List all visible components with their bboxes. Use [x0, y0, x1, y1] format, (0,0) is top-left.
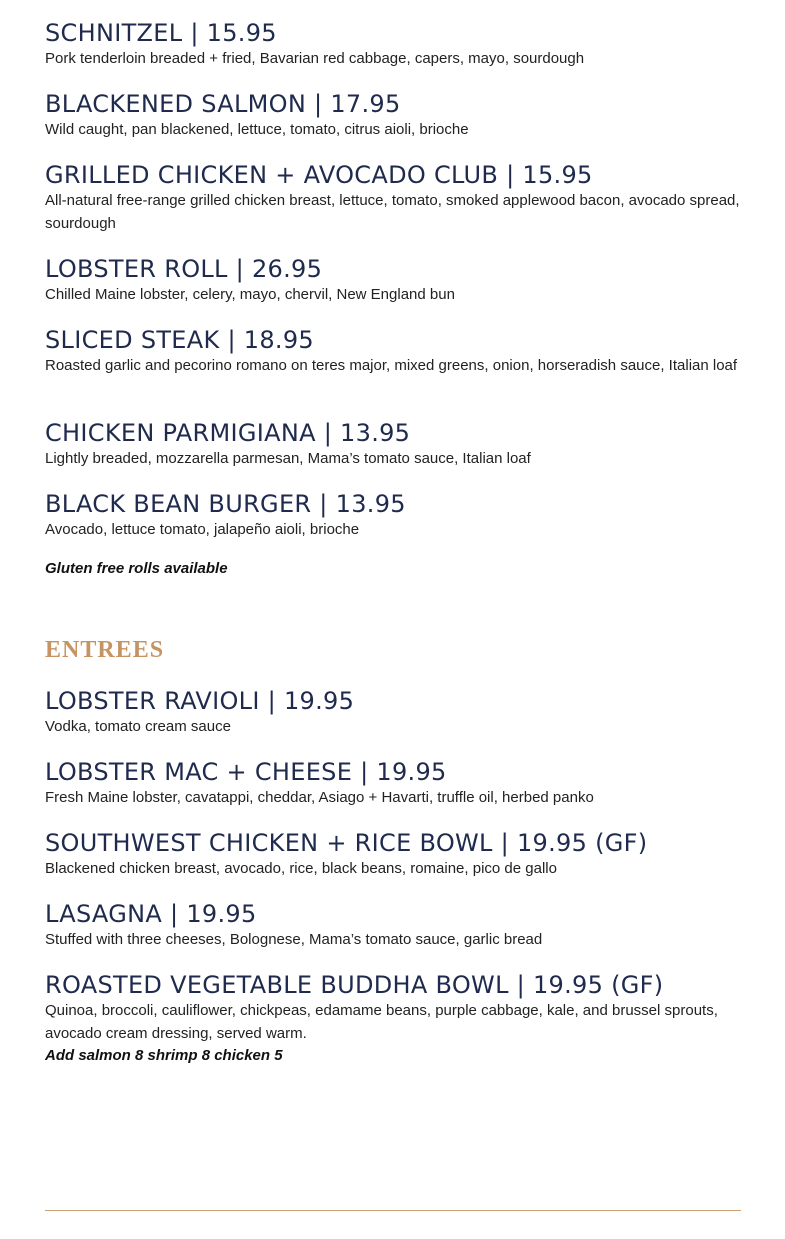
item-description: Wild caught, pan blackened, lettuce, tomato, citrus aioli, brioche [45, 121, 469, 138]
item-title: LOBSTER ROLL | 26.95 [45, 255, 323, 283]
item-title: LOBSTER RAVIOLI | 19.95 [45, 687, 355, 715]
footer-divider [45, 1210, 741, 1211]
menu-item-lobster-roll [45, 254, 741, 307]
menu-item-lobster-mac-cheese [45, 757, 741, 810]
item-title: SLICED STEAK | 18.95 [45, 326, 314, 354]
item-title: ROASTED VEGETABLE BUDDHA BOWL | 19.95 (GF) [45, 971, 664, 999]
add-protein-note: Add salmon 8 shrimp 8 chicken 5 [45, 1047, 283, 1064]
item-description: Lightly breaded, mozzarella parmesan, Mama’s tomato sauce, Italian loaf [45, 450, 531, 467]
item-description: All-natural free-range grilled chicken breast, lettuce, tomato, smoked applewood bacon, avocado spread, sourdough [45, 192, 740, 232]
menu-item-roasted-vegetable-buddha-bowl [45, 970, 741, 1068]
item-description: Quinoa, broccoli, cauliflower, chickpeas, edamame beans, purple cabbage, kale, and brussel sprouts, avocado cream dressing, served warm. [45, 1002, 718, 1042]
item-description: Fresh Maine lobster, cavatappi, cheddar, Asiago + Havarti, truffle oil, herbed panko [45, 789, 594, 806]
item-title: LOBSTER MAC + CHEESE | 19.95 [45, 758, 447, 786]
section-heading-entrees: ENTREES [45, 637, 165, 663]
item-title: SCHNITZEL | 15.95 [45, 19, 277, 47]
item-title: CHICKEN PARMIGIANA | 13.95 [45, 419, 411, 447]
gluten-free-note: Gluten free rolls available [45, 560, 228, 577]
menu-item-grilled-chicken-avocado-club [45, 160, 741, 235]
menu-item-chicken-parmigiana [45, 418, 741, 471]
item-title: BLACKENED SALMON | 17.95 [45, 90, 401, 118]
item-title: BLACK BEAN BURGER | 13.95 [45, 490, 406, 518]
menu-item-black-bean-burger [45, 489, 741, 542]
item-title: GRILLED CHICKEN + AVOCADO CLUB | 15.95 [45, 161, 593, 189]
menu-item-southwest-chicken-rice-bowl [45, 828, 741, 881]
item-title: LASAGNA | 19.95 [45, 900, 257, 928]
menu-item-lasagna [45, 899, 741, 952]
item-title: SOUTHWEST CHICKEN + RICE BOWL | 19.95 (GF) [45, 829, 648, 857]
item-description: Chilled Maine lobster, celery, mayo, chervil, New England bun [45, 286, 455, 303]
menu-item-sliced-steak [45, 325, 741, 378]
item-description: Vodka, tomato cream sauce [45, 718, 231, 735]
menu-item-lobster-ravioli [45, 686, 741, 739]
item-description: Pork tenderloin breaded + fried, Bavarian red cabbage, capers, mayo, sourdough [45, 50, 585, 67]
item-description: Roasted garlic and pecorino romano on teres major, mixed greens, onion, horseradish sauce, Italian loaf [45, 357, 738, 374]
menu-item-schnitzel [45, 18, 741, 71]
menu-item-blackened-salmon [45, 89, 741, 142]
item-description: Stuffed with three cheeses, Bolognese, Mama’s tomato sauce, garlic bread [45, 931, 543, 948]
item-description: Avocado, lettuce tomato, jalapeño aioli, brioche [45, 521, 360, 538]
item-description: Blackened chicken breast, avocado, rice, black beans, romaine, pico de gallo [45, 860, 557, 877]
cropped-previous-content [45, 0, 505, 4]
